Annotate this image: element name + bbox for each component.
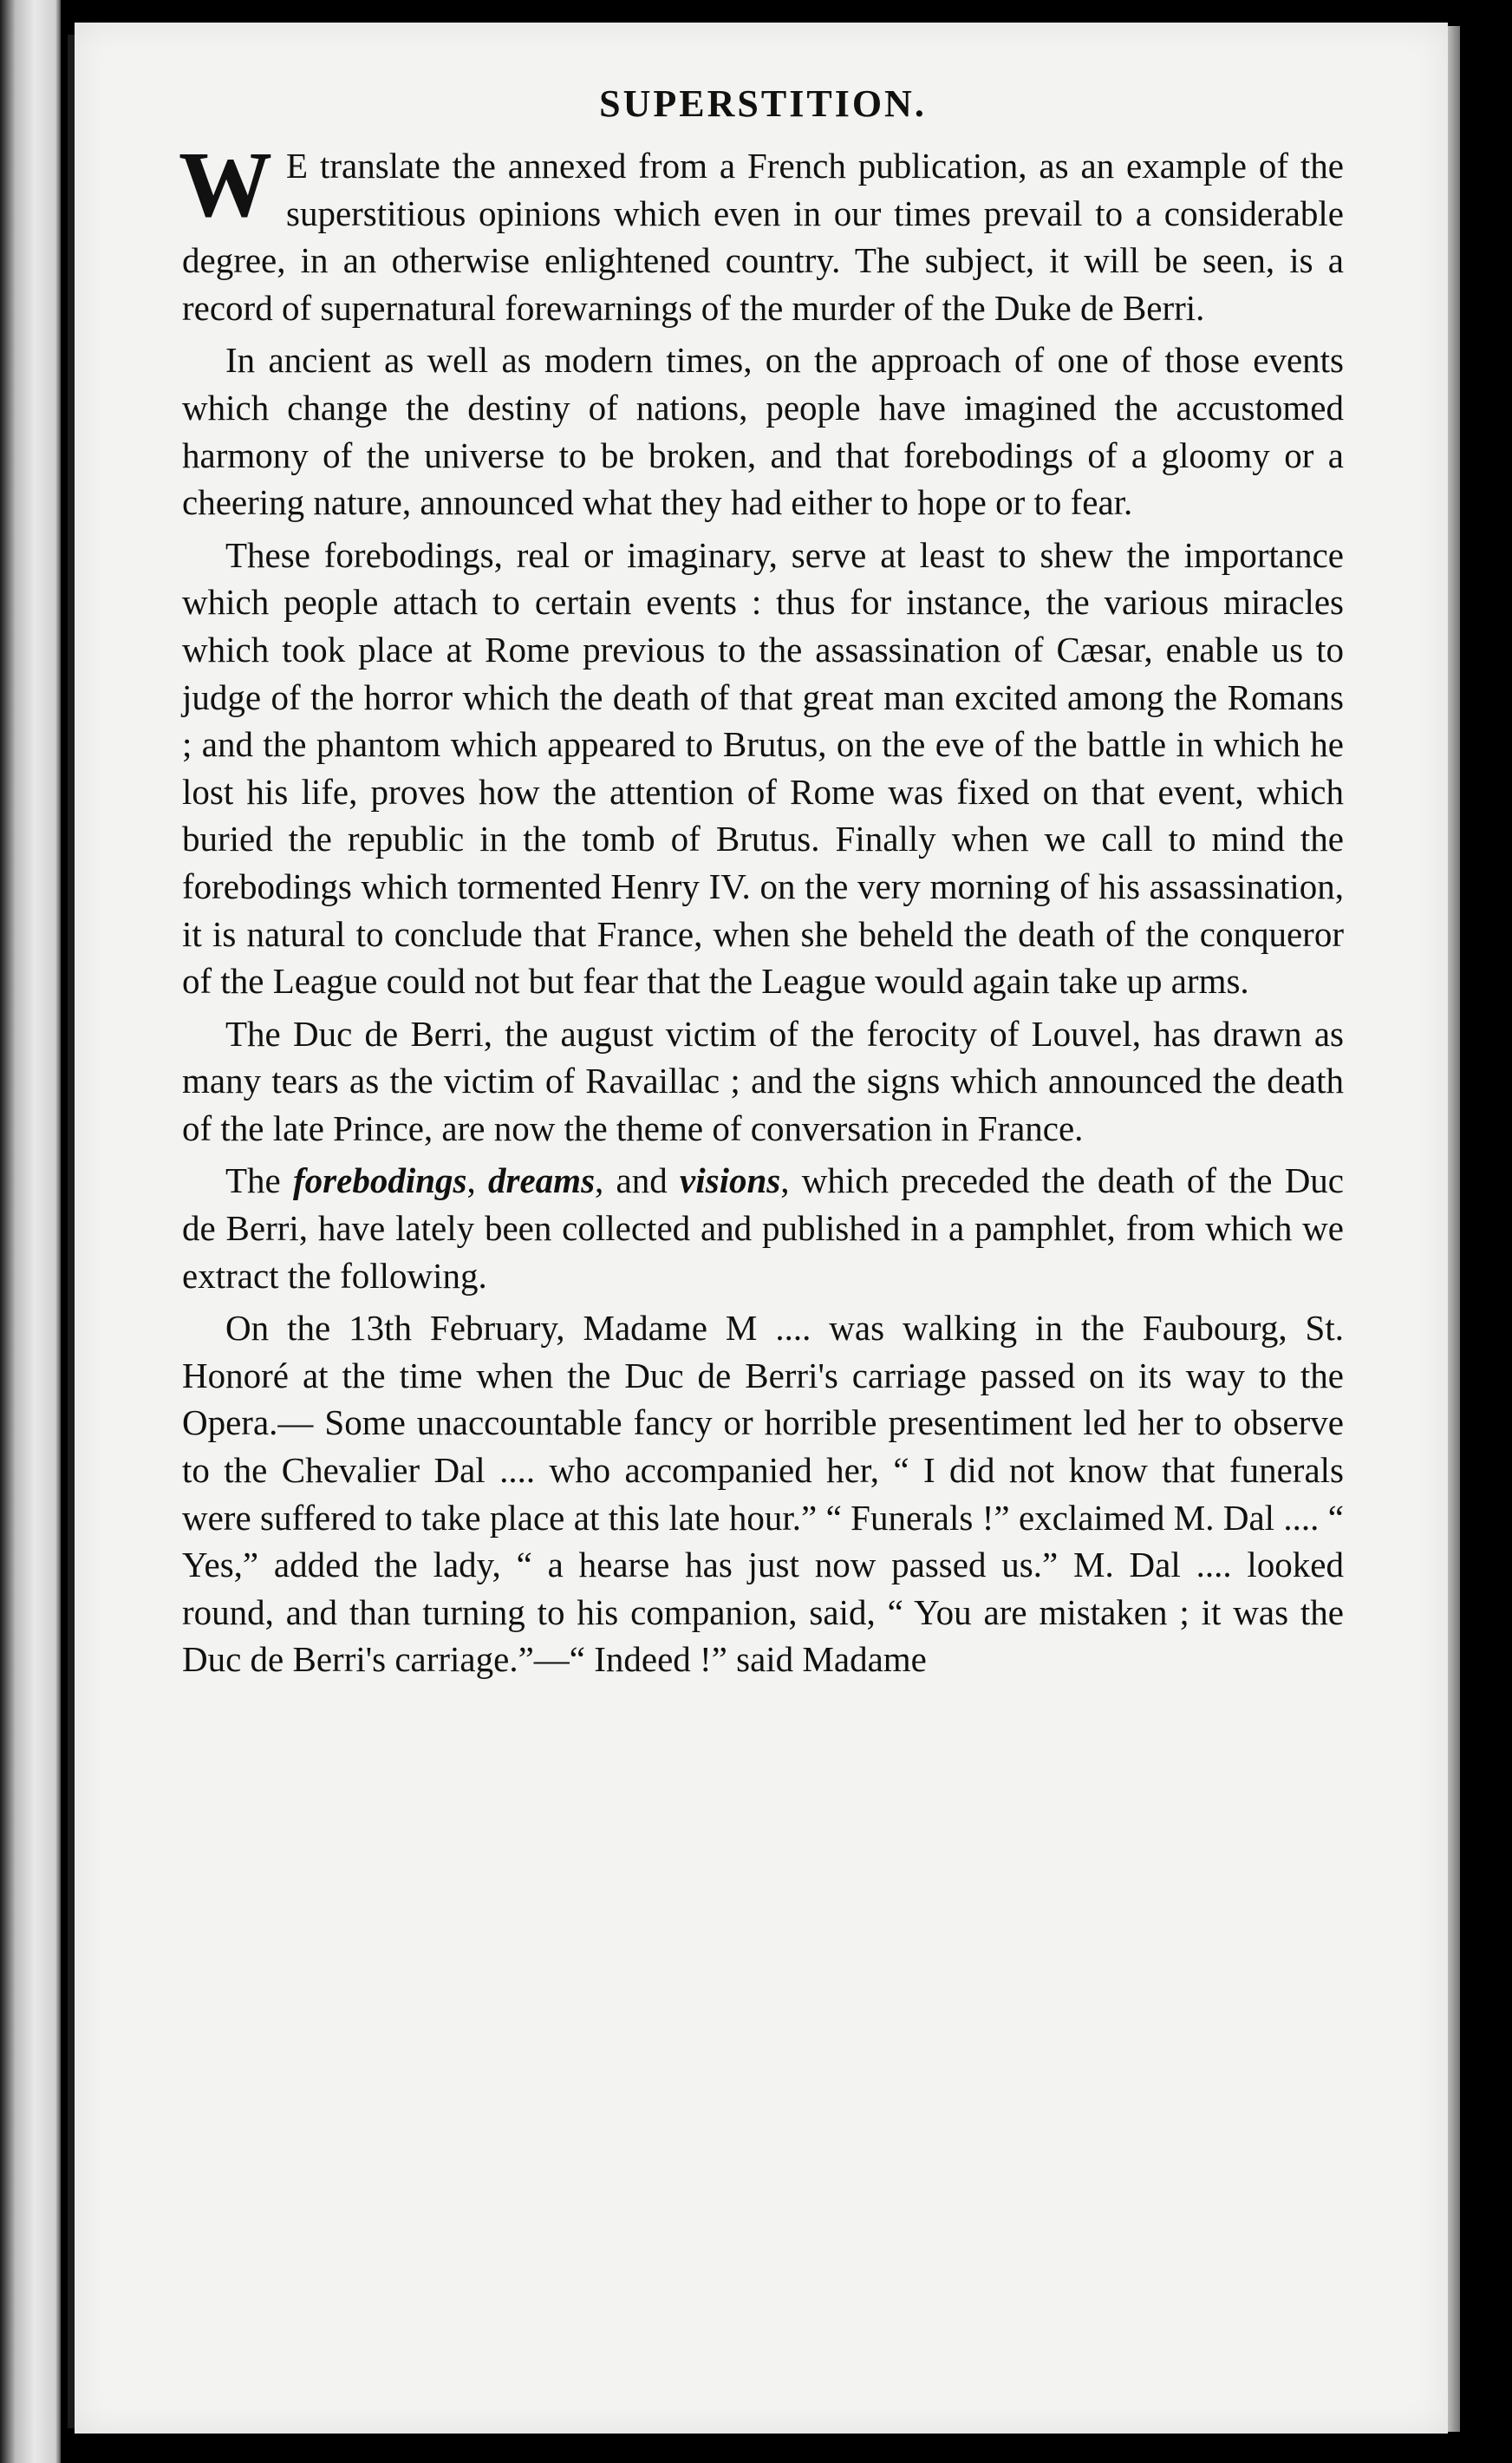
italic-dreams: dreams bbox=[488, 1160, 596, 1201]
paragraph-5-lead: The bbox=[225, 1160, 294, 1201]
page bbox=[75, 23, 1448, 2434]
article bbox=[179, 23, 1345, 1683]
paragraph-3: These forebodings, real or imaginary, serve at least to shew the importance which people attach to certain events : thus for instance, the various miracles which took place at Rome previous to the assassination of Cæsar, enable us to judge of the horror which the death of that great man excited among the Romans ; and the phantom which appeared to Brutus, on the eve of the battle in which he lost his life, proves how the attention of Rome was fixed on that event, which buried the republic in the tomb of Brutus. Finally when we call to mind the forebodings which tormented Henry IV. on the very morning of his assassination, it is natural to conclude that France, when she beheld the death of the conqueror of the League could not but fear that the League would again take up arms. bbox=[182, 534, 1344, 1002]
paragraph-1-text: E translate the annexed from a French publication, as an example of the superstitious opinions which even in our times prevail to a considerable degree, in an otherwise enlightened country. The subject, it will be seen, is a record of supernatural forewarnings of the murder of the Duke de Berri. bbox=[182, 146, 1344, 328]
paragraph-5-sep-1: , bbox=[466, 1160, 489, 1201]
paragraph-5-sep-2: , and bbox=[595, 1160, 681, 1201]
drop-cap: W bbox=[179, 134, 272, 237]
previous-page-edge bbox=[0, 0, 61, 2463]
paragraph-6: On the 13th February, Madame M .... was walking in the Faubourg, St. Honoré at the time when the Duc de Berri's carriage passed on its way to the Opera.— Some unaccountable fancy or horrible presentiment led her to observe to the Chevalier Dal .... who accompanied her, “ I did not know that funerals were suffered to take place at this late hour.” “ Funerals !” exclaimed M. Dal .... “ Yes,” added the lady, “ a hearse has just now passed us.” M. Dal .... looked round, and than turning to his companion, said, “ You are mistaken ; it was the Duc de Berri's carriage.”—“ Indeed !” said Madame bbox=[182, 1308, 1344, 1680]
article-title: SUPERSTITION. bbox=[599, 82, 927, 125]
page-right-edge bbox=[1448, 26, 1460, 2432]
paragraph-4: The Duc de Berri, the august victim of the ferocity of Louvel, has drawn as many tears as the victim of Ravaillac ; and the signs which announced the death of the late Prince, are now the theme of conversation in France. bbox=[182, 1013, 1344, 1148]
italic-forebodings: forebodings bbox=[293, 1160, 467, 1201]
paragraph-1 bbox=[179, 134, 1344, 331]
paragraph-5 bbox=[182, 1157, 1344, 1299]
paragraph-2: In ancient as well as modern times, on the approach of one of those events which change the destiny of nations, people have imagined the accustomed harmony of the universe to be broken, and that forebodings of a gloomy or a cheering nature, announced what they had either to hope or to fear. bbox=[182, 340, 1344, 523]
paragraph-5-rest: , which preceded the death of the Duc de Berri, have lately been collected and published in a pamphlet, from which we extract the following. bbox=[182, 1160, 1345, 1296]
binding-gutter bbox=[68, 35, 75, 2428]
italic-visions: visions bbox=[680, 1160, 781, 1201]
